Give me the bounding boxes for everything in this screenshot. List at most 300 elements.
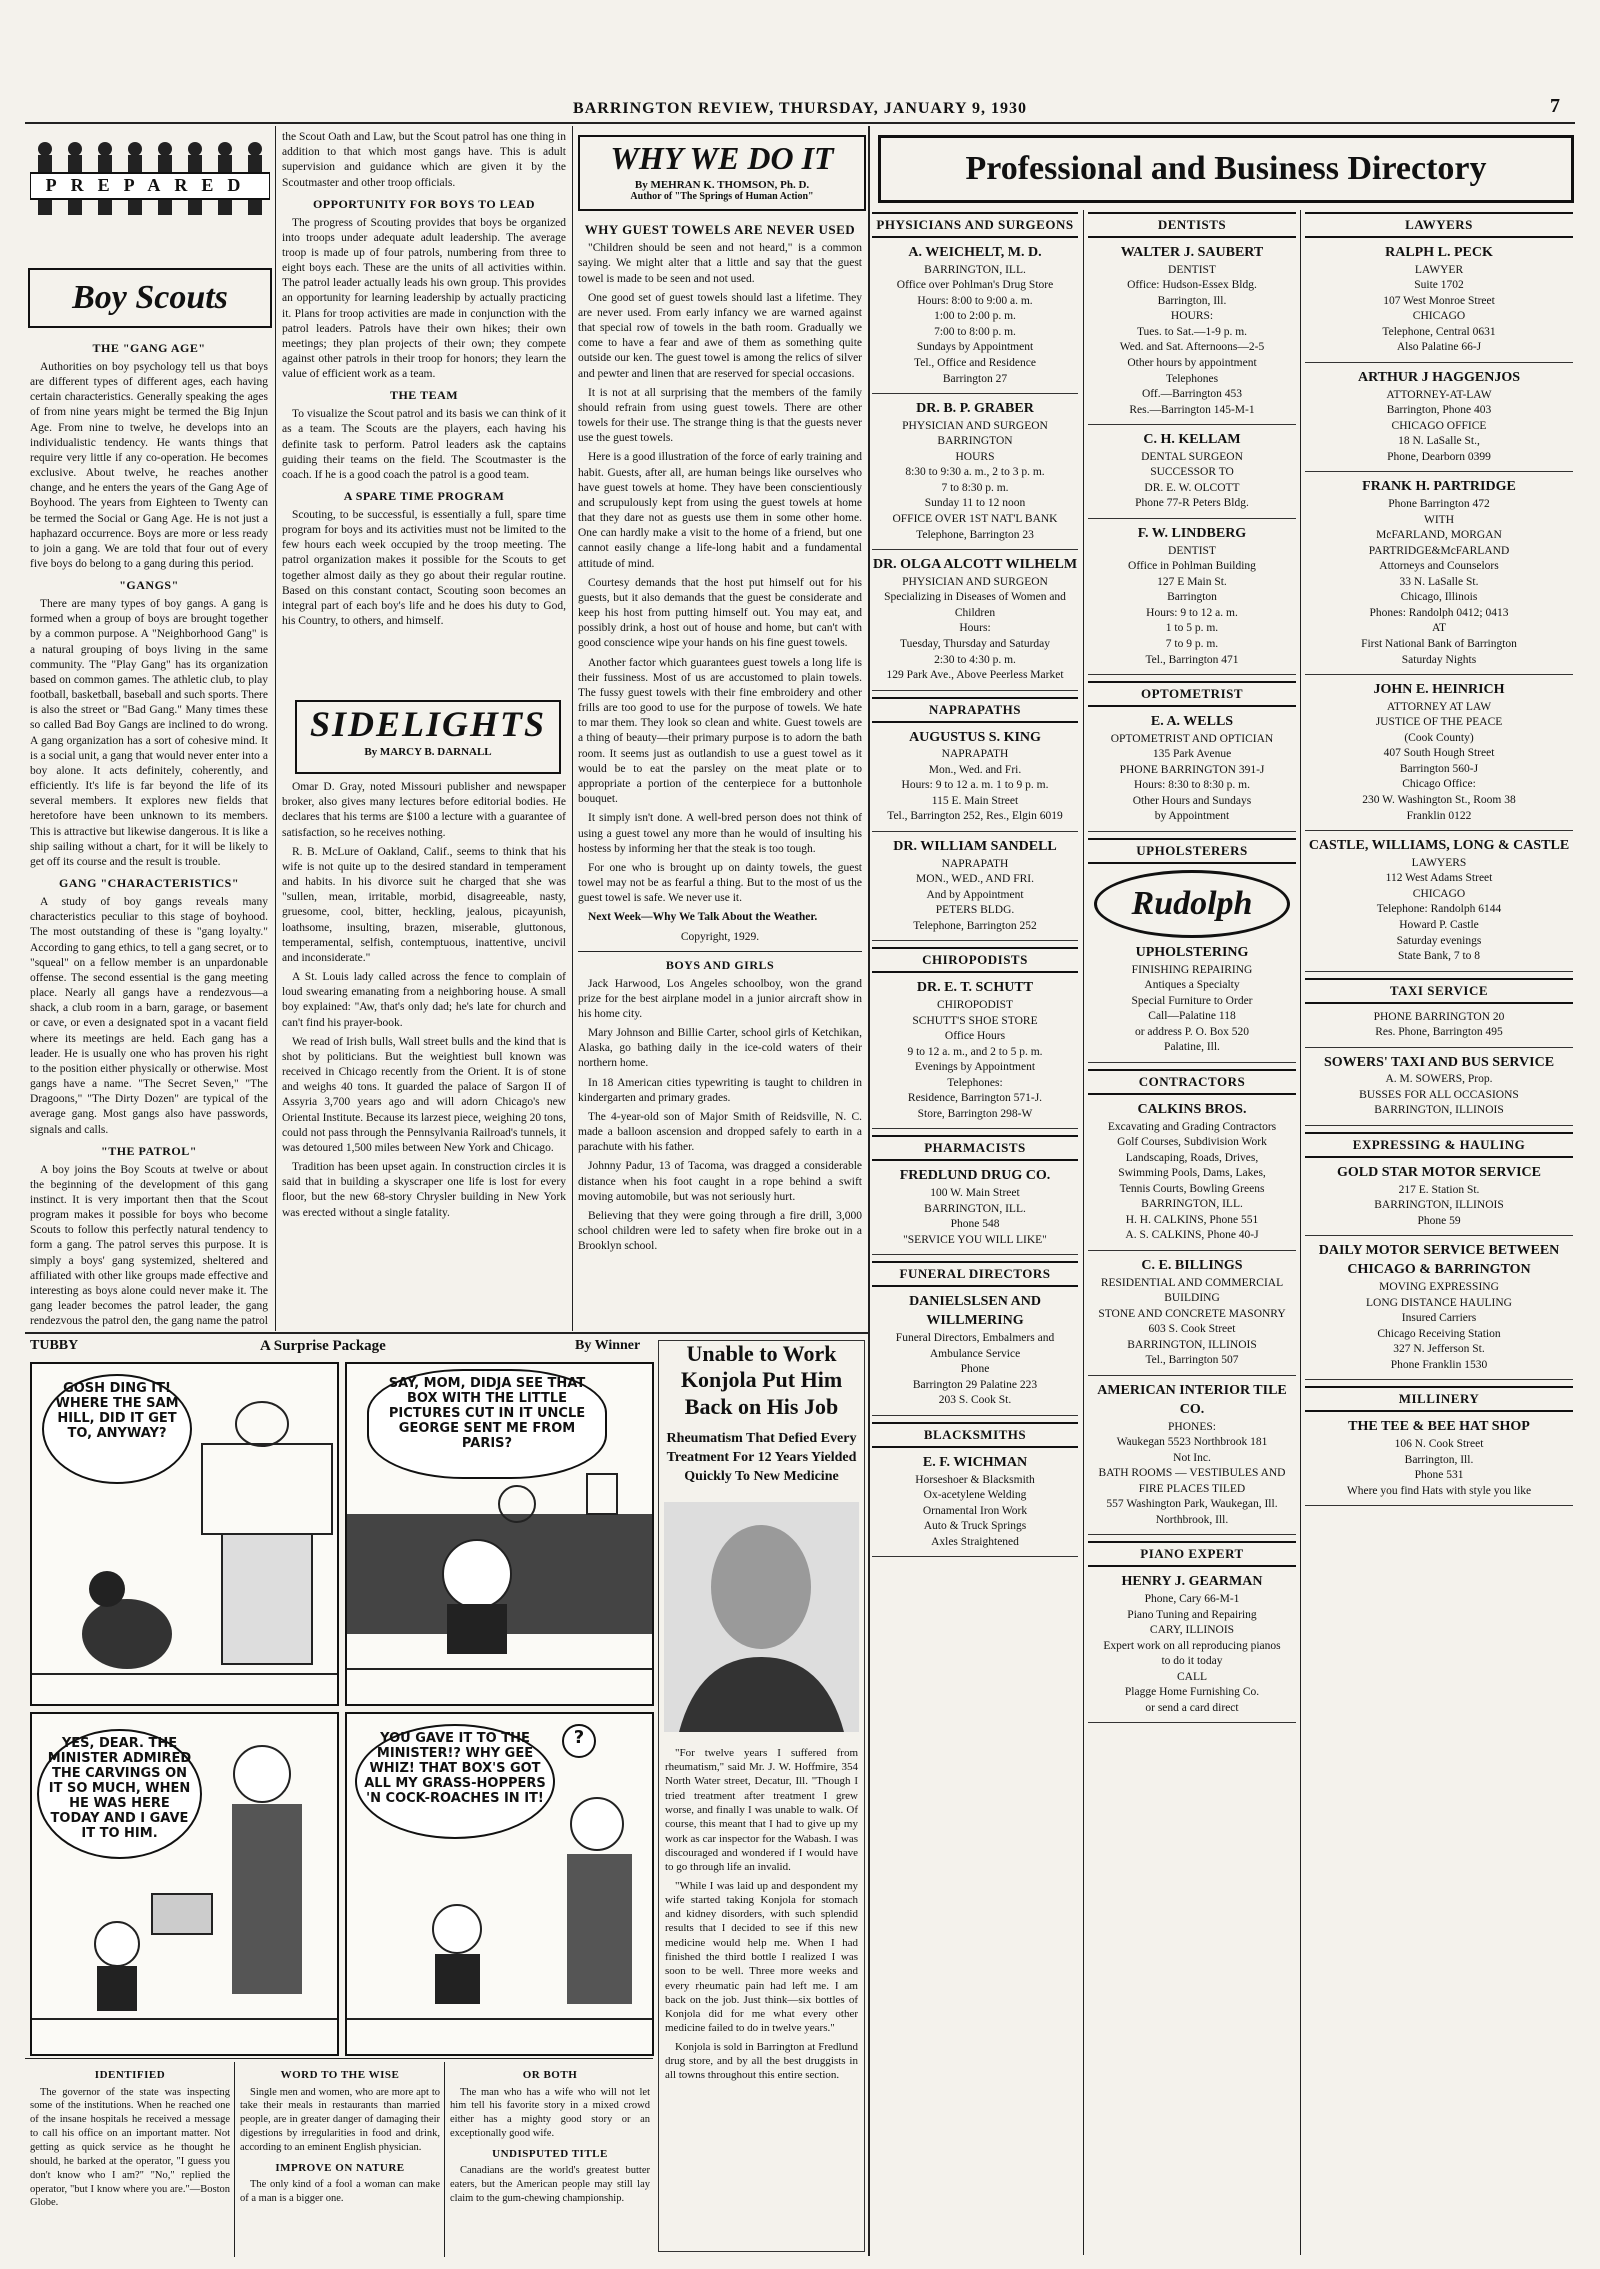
listing-line: 1:00 to 2:00 p. m.	[934, 310, 1016, 323]
listing-line: Barrington, Phone 403	[1386, 404, 1492, 417]
listing-line: Franklin 0122	[1406, 809, 1472, 822]
listing-line: Antiques a Specialty	[1144, 979, 1240, 992]
listing-line: Where you find Hats with style you like	[1346, 1484, 1532, 1497]
listing-name: FRANK H. PARTRIDGE	[1362, 479, 1516, 495]
directory-section-optometrist: OPTOMETRIST	[1088, 681, 1296, 707]
listing-line: H. H. CALKINS, Phone 551	[1125, 1213, 1259, 1226]
listing-line: Special Furniture to Order	[1131, 994, 1253, 1007]
sidelights-column	[282, 780, 566, 1330]
listing-line: PETERS BLDG.	[935, 904, 1015, 917]
paragraph: Single men and women, who are more apt to take their meals in restaurants than married people, are in greater danger of damaging their digestions by irregularities in food and drink, according to an eminent English physician.	[240, 2086, 440, 2153]
listing-line: Res.—Barrington 145-M-1	[1129, 403, 1255, 416]
listing-line: CHICAGO OFFICE	[1391, 419, 1487, 432]
directory-listing	[1305, 1164, 1573, 1236]
directory-section-millinery: MILLINERY	[1305, 1386, 1573, 1412]
directory-listing	[1088, 1573, 1296, 1723]
directory-section-funeral-directors: FUNERAL DIRECTORS	[872, 1261, 1078, 1287]
paragraph: A boy joins the Boy Scouts at twelve or about the beginning of the development of this gang instinct. It is very important then that the Scout program makes it possible for boys who become Scouts to follow this perfectly natural tendency to form a gang. The patrol serves this purpose. It is simply a boys' gang systemized, sheltered and affiliated with other like groups made effective and interesting as boys alone could never make it. The gang leader becomes the patrol leader, the gang rendezvous the patrol den, the gang name the patrol	[30, 1163, 268, 1328]
item-heading: WORD TO THE WISE	[280, 2069, 400, 2081]
listing-name: AMERICAN INTERIOR TILE CO.	[1097, 1382, 1287, 1417]
listing-line: ATTORNEY-AT-LAW	[1386, 388, 1492, 401]
listing-line: Chicago Office:	[1402, 778, 1476, 791]
listing-line: "SERVICE YOU WILL LIKE"	[903, 1233, 1047, 1246]
comic-drawing-icon	[32, 1714, 337, 2054]
listing-line: 100 W. Main Street	[930, 1187, 1020, 1200]
column-rule	[868, 126, 870, 2256]
section-heading: A SPARE TIME PROGRAM	[343, 489, 505, 504]
listing-line: Phone 77-R Peters Bldg.	[1135, 497, 1249, 510]
listing-line: 557 Washington Park, Waukegan, Ill.	[1106, 1498, 1278, 1511]
paragraph: The only kind of a fool a woman can make of a man is a bigger one.	[240, 2179, 440, 2205]
listing-name: E. F. WICHMAN	[922, 1454, 1028, 1470]
listing-line: Insured Carriers	[1401, 1312, 1477, 1325]
listing-name: CASTLE, WILLIAMS, LONG & CASTLE	[1308, 838, 1570, 854]
paragraph: Tradition has been upset again. In construction circles it is said that in building a skyscraper one life is lost for every floor, but the new 68-story Chrysler building in New York was erected without a single fatality.	[282, 1161, 566, 1219]
ad-headline-1: Unable to Work	[686, 1341, 837, 1366]
item-heading: IMPROVE ON NATURE	[275, 2161, 405, 2174]
listing-line: CHICAGO	[1412, 887, 1466, 900]
listing-line: 8:30 to 9:30 a. m., 2 to 3 p. m.	[905, 466, 1045, 479]
ad-headline-3: Back on His Job	[684, 1393, 839, 1419]
speech-bubble: YES, DEAR. THE MINISTER ADMIRED THE CARVINGS ON IT SO MUCH, WHEN HE WAS HERE TODAY AND I GAVE IT TO HIM.	[37, 1729, 202, 1859]
directory-listing	[1088, 525, 1296, 675]
paragraph: A St. Louis lady called across the fence to complain of loud swearing emanating from a neighboring house. A small boy explained: "Aw, that's only dad; he's late for church and can't find his prayer-book.	[282, 971, 566, 1029]
listing-line: A. S. CALKINS, Phone 40-J	[1125, 1229, 1259, 1242]
listing-name: WALTER J. SAUBERT	[1120, 245, 1264, 260]
listing-line: Office in Pohlman Building	[1128, 560, 1256, 573]
comic-strip-name: TUBBY	[30, 1338, 79, 1353]
listing-line: Golf Courses, Subdivision Work	[1117, 1136, 1267, 1149]
listing-line: OFFICE OVER 1ST NAT'L BANK	[892, 513, 1058, 525]
listing-line: Other hours by appointment	[1127, 356, 1257, 369]
listing-line: BUSSES FOR ALL OCCASIONS	[1359, 1088, 1519, 1101]
rudolph-logo: Rudolph	[1094, 870, 1290, 938]
listing-line: 1 to 5 p. m.	[1165, 622, 1219, 635]
listing-line: BARRINGTON, ILLINOIS	[1374, 1104, 1504, 1117]
listing-line: Hours: 9 to 12 a. m. 1 to 9 p. m.	[901, 779, 1049, 792]
listing-line: Sundays by Appointment	[916, 341, 1034, 354]
directory-section-upholsterers: UPHOLSTERERS	[1088, 838, 1296, 864]
paragraph: Johnny Padur, 13 of Tacoma, was dragged a considerable distance when his foot caught in a rope behind a swift moving automobile, but was not seriously hurt.	[578, 1160, 862, 1203]
listing-line: McFARLAND, MORGAN PARTRIDGE&McFARLAND	[1368, 529, 1510, 557]
listing-line: Landscaping, Roads, Drives,	[1125, 1151, 1259, 1164]
listing-line: Barrington, Ill.	[1157, 294, 1227, 307]
paragraph: The 4-year-old son of Major Smith of Reidsville, N. C. made a balloon ascension and dropped safely to earth in a parachute with his father.	[578, 1110, 862, 1154]
listing-line: Barrington 27	[942, 372, 1008, 385]
listing-name: FREDLUND DRUG CO.	[899, 1168, 1051, 1184]
directory-section-blacksmiths: BLACKSMITHS	[872, 1422, 1078, 1448]
paragraph: A study of boy gangs reveals many characteristics peculiar to this stage of boyhood. The most outstanding of these is "gang loyalty." According to gang ethics, to tell a gang secret, or to "squeal" on a fellow member is an unpardonable offense. The second essential is the gang meeting place. Nearly all gangs have a rendezvous—a shack, a club room in a barn, garage, or basement or cave, or even a designated spot in a vacant field where its meetings are held. Each gang has a leader. He is usually one who has proven his right to the position either physically or otherwise. Most gangs have a name. "The Secret Seven," "The Dragoons," "The Dirty Dozen" are typical of the average gang. Most gangs also have passwords, signals and calls.	[30, 895, 268, 1136]
listing-line: OPTOMETRIST AND OPTICIAN	[1110, 732, 1274, 745]
listing-line: Barrington 560-J	[1399, 762, 1479, 775]
listing-line: Expert work on all reproducing pianos	[1103, 1639, 1281, 1652]
listing-line: Evenings by Appointment	[914, 1061, 1036, 1074]
ad-headline-2: Konjola Put Him	[680, 1367, 843, 1393]
listing-line: Wed. and Sat. Afternoons—2-5	[1119, 341, 1265, 354]
listing-line: SCHUTT'S SHOE STORE	[912, 1014, 1038, 1027]
paragraph: The governor of the state was inspecting some of the institutions. When he reached one of the insane hospitals he received a message to call his office on an important matter. Not getting as quick service as he thought he should, he barked at the operator, "I guess you don't know who I am?" "No," replied the operator, "but I know where you are."—Boston Globe.	[30, 2086, 230, 2209]
listing-line: Howard P. Castle	[1399, 918, 1479, 931]
listing-line: (Cook County)	[1404, 731, 1474, 744]
comic-panel-3	[30, 1712, 339, 2056]
listing-name: SOWERS' TAXI AND BUS SERVICE	[1323, 1054, 1555, 1070]
listing-line: PHYSICIAN AND SURGEON	[902, 419, 1048, 432]
column-rule	[1083, 210, 1084, 2255]
section-heading: WHY GUEST TOWELS ARE NEVER USED	[584, 222, 856, 237]
listing-line: PHONES:	[1168, 1420, 1216, 1433]
identified-item	[30, 2062, 230, 2257]
listing-line: STONE AND CONCRETE MASONRY	[1098, 1307, 1286, 1320]
divider	[578, 951, 862, 952]
listing-line: Plagge Home Furnishing Co.	[1124, 1686, 1260, 1699]
listing-line: BARRINGTON, ILL.	[924, 1202, 1026, 1215]
listing-line: DENTIST	[1168, 263, 1216, 276]
listing-line: or address P. O. Box 520	[1134, 1025, 1250, 1038]
column-rule	[572, 126, 573, 1331]
masthead: BARRINGTON REVIEW, THURSDAY, JANUARY 9, 1930	[573, 100, 1027, 117]
listing-line: Not Inc.	[1173, 1451, 1211, 1464]
listing-line: Excavating and Grading Contractors	[1107, 1120, 1277, 1133]
listing-name: RALPH L. PECK	[1385, 245, 1493, 260]
paragraph: Here is a good illustration of the force of early training and habit. Guests, after all, are human beings like ourselves who have guest towels at home. They have been conscientiously and scrupulously kept from using the guest towels at home that they dare not as guests use them in some other home. One can hardly make a visit to the home of a friend, but one cannot easily change a life-long habit and a fundamental attitude of mind.	[578, 451, 862, 570]
section-heading: "THE PATROL"	[101, 1143, 197, 1158]
directory-listing	[1088, 1101, 1296, 1251]
listing-line: 107 West Monroe Street	[1383, 294, 1495, 307]
speech-bubble: SAY, MOM, DIDJA SEE THAT BOX WITH THE LITTLE PICTURES CUT IN IT UNCLE GEORGE SENT ME FROM PARIS?	[367, 1369, 607, 1479]
comic-drawing-icon	[347, 1364, 652, 1704]
listing-line: or send a card direct	[1145, 1701, 1239, 1714]
listing-line: Tel., Barrington 471	[1145, 653, 1239, 666]
listing-line: Axles Straightened	[931, 1535, 1019, 1548]
listing-line: Hours: 8:00 to 9:00 a. m.	[917, 294, 1033, 307]
paragraph: It is not at all surprising that the members of the family should refrain from using guest towels. There are other towels for their use. The strange thing is that the guests never use the guest towels.	[578, 386, 862, 445]
prepared-banner	[30, 135, 270, 245]
directory-section-pharmacists: PHARMACISTS	[872, 1135, 1078, 1161]
listing-line: 217 E. Station St.	[1398, 1183, 1480, 1196]
listing-line: Saturday evenings	[1396, 934, 1482, 947]
listing-line: SUCCESSOR TO	[1150, 466, 1234, 479]
sidelights-title: SIDELIGHTS	[309, 704, 547, 744]
listing-line: Ornamental Iron Work	[922, 1504, 1028, 1517]
paragraph: It simply isn't done. A well-bred person does not think of using a guest towel any more than he would of insulting his hostess by informing her that the steak is too tough.	[578, 812, 862, 855]
directory-listing	[1305, 1054, 1573, 1126]
listing-line: NAPRAPATH	[941, 857, 1009, 870]
listing-line: Swimming Pools, Dams, Lakes,	[1118, 1167, 1266, 1180]
paragraph: Jack Harwood, Los Angeles schoolboy, won the grand prize for the best airplane model in a junior aircraft show in his home city.	[578, 977, 862, 1020]
boy-scouts-column-1	[30, 335, 268, 1330]
listing-line: Telephone, Central 0631	[1382, 325, 1496, 338]
directory-section-lawyers: LAWYERS	[1305, 212, 1573, 238]
listing-line: RESIDENTIAL AND COMMERCIAL BUILDING	[1100, 1276, 1284, 1305]
why-we-do-it-title-box	[578, 135, 866, 211]
listing-name: HENRY J. GEARMAN	[1121, 1574, 1263, 1590]
listing-name: DR. OLGA ALCOTT WILHELM	[872, 557, 1078, 573]
listing-line: PHYSICIAN AND SURGEON	[902, 575, 1048, 588]
listing-line: Barrington	[1167, 591, 1217, 604]
paragraph: For one who is brought up on dainty towels, the guest towel may not be as fearful a thing. But to the most of us the guest towel is safe. We never use it.	[578, 861, 862, 905]
paragraph: Another factor which guarantees guest towels a long life is their fussiness. Most of us are accustomed to plain towels. The fussy guest towels with their fine embroidery and other frills are too good to use for the purpose of towels. We hate to mar them. They look so clean and white. Guest towels are a thing of beauty—their primary purpose is to adorn the bath room. It seems just as outlandish to use a guest towel as it would be to eat the parsley on the meat plate or to appropriate a portion of the centerpiece for a buttonhole bouquet.	[578, 656, 862, 806]
listing-line: Office Hours	[944, 1030, 1006, 1043]
sidelights-title-box	[295, 700, 561, 774]
listing-name: CALKINS BROS.	[1137, 1101, 1247, 1117]
listing-line: 203 S. Cook St.	[938, 1394, 1012, 1407]
listing-line: Hours: 9 to 12 a. m.	[1146, 606, 1238, 619]
listing-line: AT	[1431, 622, 1447, 635]
listing-line: 106 N. Cook Street	[1394, 1438, 1484, 1451]
paragraph: "Children should be seen and not heard," is a common saying. We might alter that a little and say that the guest towel is made to be seen and not used.	[578, 242, 862, 285]
listing-line: Phones: Randolph 0412; 0413	[1369, 606, 1509, 619]
listing-line: by Appointment	[1154, 810, 1230, 823]
comic-panel-2	[345, 1362, 654, 1706]
listing-line: Waukegan 5523 Northbrook 181	[1116, 1436, 1268, 1449]
listing-name: DAILY MOTOR SERVICE BETWEEN CHICAGO & BARRINGTON	[1318, 1243, 1560, 1278]
listing-line: 603 S. Cook Street	[1148, 1323, 1236, 1336]
listing-line: Phone 531	[1414, 1469, 1464, 1482]
directory-listing	[872, 244, 1078, 394]
directory-column-2	[1088, 212, 1296, 2257]
listing-line: Call—Palatine 118	[1148, 1010, 1236, 1023]
listing-line: Other Hours and Sundays	[1132, 794, 1252, 807]
listing-line: MON., WED., AND FRI.	[916, 873, 1034, 886]
directory-listing	[872, 1167, 1078, 1255]
listing-line: JUSTICE OF THE PEACE	[1375, 716, 1503, 729]
listing-line: Mon., Wed. and Fri.	[928, 763, 1022, 776]
listing-line: Telephone, Barrington 252	[913, 919, 1037, 932]
listing-name: ARTHUR J HAGGENJOS	[1357, 369, 1521, 385]
paragraph: The progress of Scouting provides that boys be organized into troops under adequate adult leadership. The average troop is made up of four patrols, numbering from three to eight boys each. These are the units of all activities within. The patrol leader actually leads his own group. This provides an opportunity for learning leadership by actually practicing it. Plans for troop activities are made in conjunction with the patrol leaders. Patrols have their own hikes; their own meetings; they plan projects of their own; they compete against other patrols in their troop for honors; they learn the value of efficient work as a team.	[282, 216, 566, 381]
listing-line: Residence, Barrington 571-J.	[907, 1092, 1043, 1105]
why-byline: By MEHRAN K. THOMSON, Ph. D.	[634, 179, 810, 191]
question-bubble: ?	[562, 1724, 596, 1758]
paragraph: Konjola is sold in Barrington at Fredlund drug store, and by all the best druggists in all towns throughout this entire section.	[665, 2040, 858, 2082]
section-rule	[25, 2058, 653, 2059]
comic-drawing-icon	[32, 1364, 337, 1704]
masthead-rule	[25, 122, 1575, 124]
listing-line: Funeral Directors, Embalmers and Ambulance Service	[895, 1332, 1055, 1360]
paragraph: Canadians are the world's greatest butter eaters, but the American people may still lay claim to the gum-chewing championship.	[450, 2165, 650, 2205]
comic-panel-4	[345, 1712, 654, 2056]
listing-line: Tel., Barrington 252, Res., Elgin 6019	[887, 810, 1063, 823]
listing-line: Hours:	[959, 622, 991, 635]
listing-line: Phone Barrington 472	[1388, 498, 1490, 511]
listing-line: 7 to 8:30 p. m.	[941, 481, 1009, 494]
word-to-wise-item	[240, 2062, 440, 2257]
listing-line: Phone, Dearborn 0399	[1387, 450, 1491, 463]
paragraph: Believing that they were going through a fire drill, 3,000 school children were led to safety when fire broke out in a Brooklyn school.	[578, 1209, 862, 1253]
why-we-do-it-title: WHY WE DO IT	[610, 140, 834, 176]
directory-column-3	[1305, 212, 1573, 2257]
copyright-line: Copyright, 1929.	[680, 930, 760, 943]
directory-listing	[1088, 870, 1296, 1063]
column-rule	[444, 2062, 445, 2257]
listing-line: Tel., Office and Residence	[914, 356, 1036, 369]
directory-section-expressing-hauling: EXPRESSING & HAULING	[1305, 1132, 1573, 1158]
listing-line: Res. Phone, Barrington 495	[1375, 1026, 1503, 1039]
listing-line: Ox-acetylene Welding	[923, 1489, 1027, 1502]
listing-line: CHICAGO	[1412, 310, 1466, 323]
section-heading: THE "GANG AGE"	[92, 341, 206, 355]
directory-listing	[1088, 244, 1296, 425]
listing-name: C. H. KELLAM	[1143, 432, 1241, 448]
listing-line: LAWYERS	[1411, 856, 1467, 869]
directory-listing	[1305, 369, 1573, 472]
section-heading: GANG "CHARACTERISTICS"	[58, 876, 240, 891]
listing-line: Telephones	[1165, 372, 1219, 385]
listing-name: GOLD STAR MOTOR SERVICE	[1337, 1165, 1541, 1180]
comic-drawing-icon	[347, 1714, 652, 2054]
listing-line: First National Bank of Barrington	[1361, 637, 1517, 650]
listing-line: Barrington 29 Palatine 223	[912, 1378, 1038, 1391]
directory-listing	[872, 400, 1078, 550]
listing-line: Sunday 11 to 12 noon	[924, 497, 1026, 510]
listing-name: DANIELSLSEN AND WILLMERING	[909, 1294, 1041, 1329]
ad-subhead: Rheumatism That Defied Every Treatment For 12 Years Yielded Quickly To New Medicine	[666, 1431, 857, 1484]
listing-line: Phone 548	[950, 1218, 1000, 1231]
listing-line: Palatine, Ill.	[1164, 1041, 1220, 1054]
speech-bubble: GOSH DING IT! WHERE THE SAM HILL, DID IT GET TO, ANYWAY?	[42, 1374, 192, 1484]
directory-section-piano-expert: PIANO EXPERT	[1088, 1541, 1296, 1567]
listing-line: Telephones:	[947, 1076, 1003, 1089]
section-heading: BOYS AND GIRLS	[665, 957, 775, 972]
listing-line: Telephone, Barrington 23	[916, 528, 1034, 541]
listing-line: Off.—Barrington 453	[1141, 388, 1243, 401]
listing-line: Attorneys and Counselors	[1379, 560, 1499, 573]
listing-line: Telephone: Randolph 6144	[1376, 903, 1502, 916]
listing-line: State Bank, 7 to 8	[1397, 950, 1481, 963]
directory-section-naprapaths: NAPRAPATHS	[872, 697, 1078, 723]
listing-line: HOURS:	[1170, 310, 1214, 323]
listing-line: A. M. SOWERS, Prop.	[1385, 1073, 1493, 1086]
listing-name: A. WEICHELT, M. D.	[908, 245, 1042, 260]
column-rule	[1300, 210, 1301, 2255]
column-rule	[275, 126, 276, 1331]
listing-name: DR. WILLIAM SANDELL	[893, 839, 1057, 854]
listing-line: 2:30 to 4:30 p. m.	[934, 653, 1016, 666]
paragraph: One good set of guest towels should last a lifetime. They are never used. From early infancy we are warned against that special row of towels in the bath room. Gradually we come to have a fear and awe of them as something quite outside our ken. The guest towel is among the relics of silver and pewter and linen that are reserved for special occasions.	[578, 291, 862, 380]
listing-line: to do it today	[1161, 1655, 1223, 1668]
listing-line: ATTORNEY AT LAW	[1386, 700, 1492, 713]
next-week-line: Next Week—Why We Talk About the Weather.	[588, 911, 818, 924]
listing-name: AUGUSTUS S. KING	[909, 729, 1041, 745]
item-heading: UNDISPUTED TITLE	[492, 2147, 608, 2160]
item-heading: OR BOTH	[522, 2069, 578, 2081]
directory-section-contractors: CONTRACTORS	[1088, 1069, 1296, 1095]
listing-name: THE TEE & BEE HAT SHOP	[1348, 1419, 1530, 1435]
listing-name: DR. E. T. SCHUTT	[916, 980, 1034, 996]
listing-line: FINISHING REPAIRING	[1131, 963, 1253, 976]
section-heading: OPPORTUNITY FOR BOYS TO LEAD	[312, 196, 536, 211]
listing-line: NAPRAPATH	[941, 748, 1009, 761]
listing-line: Tues. to Sat.—1-9 p. m.	[1136, 325, 1248, 338]
page-number: 7	[1550, 95, 1560, 117]
paragraph: There are many types of boy gangs. A gang is formed when a group of boys are brought together by a common purpose. A "Neighborhood Gang" is a natural grouping of boys living in the same community. The "Play Gang" has its organization based on common games. The athletic club, to play football, basketball, baseball and such sports. There is also the street or "Bad Gang." Many times these so called Bad Boy Gangs are inclined to do wrong. A gang organization has a sort of cohesive mind. It is a social unit, a gang that would never enter into a boy alone. It acts definitely, coherently, and efficiently. It's life is far beyond the life of its several members. It explores new fields that heretofore have been unknown to its members. This is attractive but likewise dangerous. It is like a ship sailing without a chart, for it will be likely to get off its course and the result is trouble.	[30, 598, 268, 868]
directory-section-chiropodists: CHIROPODISTS	[872, 947, 1078, 973]
comic-artist: By Winner	[575, 1338, 641, 1353]
boy-scouts-title: Boy Scouts	[72, 279, 228, 316]
listing-line: 9 to 12 a. m., and 2 to 5 p. m.	[907, 1045, 1043, 1058]
listing-line: Specializing in Diseases of Women and Children	[884, 591, 1066, 619]
paragraph: the Scout Oath and Law, but the Scout patrol has one thing in addition to that which most gangs have. This is adult supervision and guidance which are given it by the Scoutmaster and other troop officials.	[282, 131, 566, 189]
listing-line: Barrington, Ill.	[1404, 1453, 1474, 1466]
listing-line: Tel., Barrington 507	[1145, 1354, 1239, 1367]
section-heading: THE TEAM	[389, 388, 459, 403]
listing-line: BARRINGTON, ILL.	[1141, 1198, 1243, 1211]
listing-line: Northbrook, Ill.	[1155, 1513, 1229, 1526]
item-heading: IDENTIFIED	[94, 2069, 166, 2081]
directory-section-dentists: DENTISTS	[1088, 212, 1296, 238]
paragraph: R. B. McLure of Oakland, Calif., seems to think that his wife is not quite up to the desired standard in temperament and habits. In his divorce suit he charged that she was "sullen, mean, irritable, morbid, disagreeable, nasty, gruesome, cool, bitter, heckling, jealous, picayunish, loathsome, insulting, brazen, miserable, gluttonous, temperamental, selfish, contemptuous, inattentive, uncivil and inconsiderate."	[282, 845, 566, 964]
listing-line: HOURS	[955, 450, 995, 463]
listing-line: Tuesday, Thursday and Saturday	[899, 637, 1051, 650]
listing-line: 7:00 to 8:00 p. m.	[934, 325, 1016, 338]
listing-line: Auto & Truck Springs	[923, 1520, 1027, 1533]
paragraph: "For twelve years I suffered from rheumatism," said Mr. J. W. Hoffmire, 354 North Water street, Decatur, Ill. "Though I tried treatment after treatment I grew worse, and finally I was unable to walk. Of course, this meant that I had to give up my work as car inspector for the Wabash. I was discouraged and wondered if I would have to go through life an invalid.	[665, 1746, 858, 1874]
listing-line: 33 N. LaSalle St.	[1399, 575, 1479, 588]
listing-line: BARRINGTON, ILLINOIS	[1127, 1338, 1257, 1351]
listing-line: BARRINGTON, ILLINOIS	[1374, 1199, 1504, 1212]
listing-line: BATH ROOMS — VESTIBULES AND FIRE PLACES TILED	[1098, 1467, 1286, 1495]
listing-line: Tennis Courts, Bowling Greens	[1119, 1182, 1265, 1195]
directory-listing	[872, 556, 1078, 691]
listing-line: LONG DISTANCE HAULING	[1365, 1296, 1512, 1309]
listing-name: E. A. WELLS	[1150, 714, 1234, 730]
paragraph: In 18 American cities typewriting is taught to children in kindergarten and primary grades.	[578, 1076, 862, 1104]
prepared-word: PREPARED	[45, 175, 255, 195]
listing-line: Piano Tuning and Repairing	[1127, 1608, 1257, 1621]
paragraph: Authorities on boy psychology tell us that boys are different types of different ages, each having certain characteristics. Generally speaking the ages of from nine years might be termed the Big Injun Age. From nine to twelve, he develops into an individualistic tendency. He wants things that require very little if any co-operation. He becomes exclusive. About twelve, he reaches another change, and he enters the years of the Gang Age of Boyhood. The years from Eighteen to Twenty can be termed the Social or Gang Age. He is not just a haphazard occurrence. Boys are more or less ready to join a gang. We are told that four out of every five boys do belong to a gang during this period.	[30, 360, 268, 571]
why-we-do-it-column	[578, 215, 862, 1330]
listing-line: Saturday Nights	[1401, 653, 1477, 666]
listing-name: F. W. LINDBERG	[1137, 526, 1247, 541]
listing-line: Horseshoer & Blacksmith	[915, 1473, 1035, 1486]
listing-line: Store, Barrington 298-W	[917, 1107, 1033, 1120]
directory-listing	[872, 838, 1078, 941]
listing-line: PHONE BARRINGTON 391-J	[1119, 763, 1265, 776]
directory-listing	[1305, 837, 1573, 972]
directory-title: Professional and Business Directory	[878, 135, 1574, 203]
listing-line: Chicago Receiving Station	[1377, 1327, 1501, 1340]
listing-line: DR. E. W. OLCOTT	[1144, 481, 1240, 494]
listing-line: Office over Pohlman's Drug Store	[896, 279, 1054, 292]
directory-section-physicians-and-surgeons: PHYSICIANS AND SURGEONS	[872, 212, 1078, 238]
portrait-icon	[659, 1497, 864, 1737]
paragraph: To visualize the Scout patrol and its basis we can think of it as a team. The Scouts are the players, each having his definite task to perform. Patrol leaders ask the captains guiding their teams on the field. The Scoutmaster is the coach. If he is a good coach the patrol is a good team.	[282, 408, 566, 481]
listing-line: Chicago, Illinois	[1400, 591, 1478, 604]
boy-scouts-title-box	[28, 268, 272, 328]
listing-line: And by Appointment	[926, 888, 1024, 901]
directory-section-taxi-service: TAXI SERVICE	[1305, 978, 1573, 1004]
directory-listing	[1305, 1010, 1573, 1048]
listing-line: Suite 1702	[1414, 279, 1464, 292]
column-rule	[234, 2062, 235, 2257]
directory-listing	[872, 1293, 1078, 1415]
comic-panel-1	[30, 1362, 339, 1706]
listing-line: 18 N. LaSalle St.,	[1398, 435, 1480, 448]
listing-line: BARRINGTON	[937, 435, 1013, 448]
listing-line: WITH	[1423, 513, 1454, 526]
listing-name: C. E. BILLINGS	[1141, 1257, 1243, 1273]
listing-line: DENTAL SURGEON	[1141, 450, 1243, 463]
paragraph: The man who has a wife who will not let him tell his favorite story in a mixed crowd either has a mighty good story or an exceptionally good wife.	[450, 2086, 650, 2140]
listing-line: 115 E. Main Street	[931, 794, 1019, 807]
listing-line: Office: Hudson-Essex Bldg.	[1127, 279, 1257, 292]
paragraph: Omar D. Gray, noted Missouri publisher and newspaper broker, also gives many lectures before editorial bodies. He declares that his terms are $100 a lecture with a guarantee of satisfaction, so he receives nothing.	[282, 781, 566, 839]
listing-line: Phone, Cary 66-M-1	[1144, 1593, 1240, 1606]
listing-line: PHONE BARRINGTON 20	[1373, 1010, 1505, 1023]
directory-listing	[1088, 713, 1296, 832]
directory-listing	[872, 979, 1078, 1129]
listing-line: Phone	[960, 1363, 990, 1376]
